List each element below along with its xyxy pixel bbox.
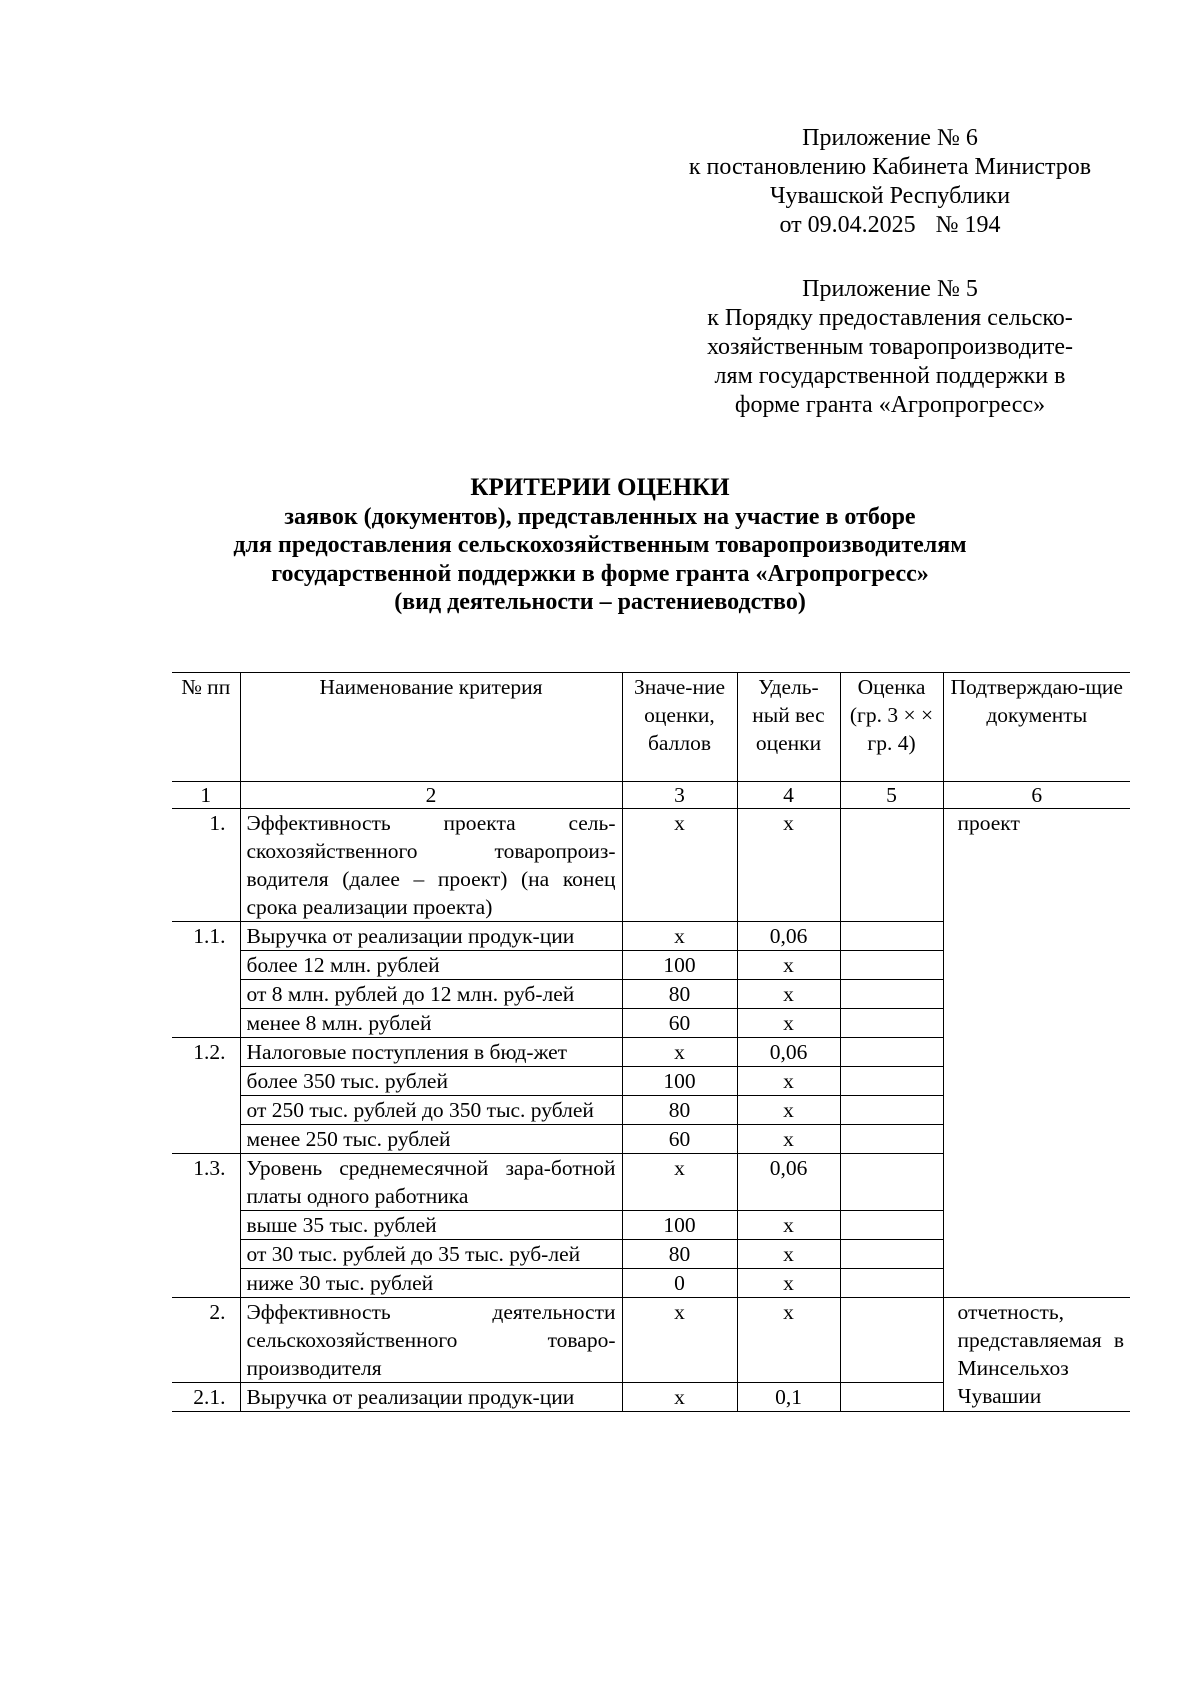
criterion-value: х: [622, 809, 737, 922]
header-score: Оценка (гр. 3 × × гр. 4): [840, 673, 943, 782]
criterion-score: [840, 1269, 943, 1298]
criterion-weight: х: [737, 1298, 840, 1383]
annex-5-line1: Приложение № 5: [802, 276, 978, 302]
criterion-value: 100: [622, 951, 737, 980]
row-number: 1.: [172, 809, 240, 922]
column-number: 5: [840, 782, 943, 809]
criterion-weight: х: [737, 1009, 840, 1038]
criterion-weight: 0,1: [737, 1383, 840, 1412]
annex-6-date-number: [660, 211, 1120, 240]
table-row: [172, 809, 1130, 922]
criterion-weight: х: [737, 1211, 840, 1240]
criterion-value: х: [622, 1038, 737, 1067]
header-number: № пп: [172, 673, 240, 782]
annex-6-date: от 09.04.2025: [779, 212, 916, 238]
criterion-score: [840, 1009, 943, 1038]
criterion-score: [840, 951, 943, 980]
criterion-name: Эффективность проекта сель-скохозяйственного товаропроиз-водителя (далее – проект) (на конец срока реализации проекта): [240, 809, 622, 922]
criterion-value: х: [622, 1383, 737, 1412]
criterion-score: [840, 1298, 943, 1383]
column-number: 3: [622, 782, 737, 809]
criterion-name: ниже 30 тыс. рублей: [240, 1269, 622, 1298]
criteria-table: [172, 672, 1130, 1412]
criterion-value: 80: [622, 1240, 737, 1269]
supporting-documents: проект: [943, 809, 1130, 1298]
criterion-score: [840, 1096, 943, 1125]
row-number: 1.1.: [172, 922, 240, 1038]
criterion-value: 60: [622, 1009, 737, 1038]
title-line4: государственной поддержки в форме гранта «Агропрогресс»: [271, 560, 929, 587]
column-number: 1: [172, 782, 240, 809]
row-number: 1.3.: [172, 1154, 240, 1298]
criterion-score: [840, 1240, 943, 1269]
column-number: 2: [240, 782, 622, 809]
criterion-score: [840, 1154, 943, 1211]
criterion-weight: 0,06: [737, 1038, 840, 1067]
column-number: 4: [737, 782, 840, 809]
annex-6-line2: к постановлению Кабинета Министров: [688, 154, 1092, 180]
criterion-value: 60: [622, 1125, 737, 1154]
criterion-weight: х: [737, 1096, 840, 1125]
criterion-name: от 250 тыс. рублей до 350 тыс. рублей: [240, 1096, 622, 1125]
criterion-weight: х: [737, 1067, 840, 1096]
criterion-value: х: [622, 1154, 737, 1211]
criterion-name: Налоговые поступления в бюд-жет: [240, 1038, 622, 1067]
annex-5-line3: хозяйственным товаропроизводите-: [706, 334, 1074, 360]
header-value: Значе-ние оценки, баллов: [622, 673, 737, 782]
annex-6-line1: Приложение № 6: [802, 125, 978, 151]
header-criterion-name: Наименование критерия: [240, 673, 622, 782]
document-title: [0, 474, 1200, 617]
title-line2: заявок (документов), представленных на участие в отборе: [284, 503, 916, 530]
criterion-name: Выручка от реализации продук-ции: [240, 1383, 622, 1412]
annex-5-line5: форме гранта «Агропрогресс»: [734, 392, 1046, 418]
criterion-score: [840, 1125, 943, 1154]
annex-6-number: № 194: [935, 212, 1001, 238]
annex-5-line4: лям государственной поддержки в: [714, 363, 1066, 389]
annex-5-header: [660, 275, 1120, 420]
row-number: 2.: [172, 1298, 240, 1383]
row-number: 2.1.: [172, 1383, 240, 1412]
criterion-name: выше 35 тыс. рублей: [240, 1211, 622, 1240]
criterion-value: 80: [622, 1096, 737, 1125]
criterion-score: [840, 1067, 943, 1096]
criterion-weight: х: [737, 1269, 840, 1298]
header-weight: Удель-ный вес оценки: [737, 673, 840, 782]
annex-6-header: [660, 124, 1120, 240]
criterion-weight: х: [737, 951, 840, 980]
supporting-documents: отчетность, представляемая в Минсельхоз Чувашии: [943, 1298, 1130, 1412]
table-header-row: [172, 673, 1130, 782]
criterion-name: менее 8 млн. рублей: [240, 1009, 622, 1038]
annex-5-line2: к Порядку предоставления сельско-: [707, 305, 1073, 331]
criterion-value: х: [622, 922, 737, 951]
table-row: [172, 1298, 1130, 1383]
criterion-weight: 0,06: [737, 1154, 840, 1211]
criterion-name: Эффективность деятельности сельскохозяйственного товаро-производителя: [240, 1298, 622, 1383]
criterion-score: [840, 980, 943, 1009]
criterion-value: 100: [622, 1067, 737, 1096]
criterion-score: [840, 809, 943, 922]
column-number: 6: [943, 782, 1130, 809]
criterion-value: 80: [622, 980, 737, 1009]
criterion-value: х: [622, 1298, 737, 1383]
annex-6-line3: Чувашской Республики: [769, 183, 1011, 209]
criterion-score: [840, 1383, 943, 1412]
criterion-score: [840, 1211, 943, 1240]
criterion-name: Уровень среднемесячной зара-ботной платы одного работника: [240, 1154, 622, 1211]
criterion-weight: х: [737, 1125, 840, 1154]
title-line3: для предоставления сельскохозяйственным товаропроизводителям: [233, 532, 967, 558]
criterion-name: Выручка от реализации продук-ции: [240, 922, 622, 951]
criterion-score: [840, 922, 943, 951]
title-line5: (вид деятельности – растениеводство): [394, 589, 806, 615]
title-line1: КРИТЕРИИ ОЦЕНКИ: [470, 474, 730, 501]
criterion-value: 0: [622, 1269, 737, 1298]
criterion-name: от 30 тыс. рублей до 35 тыс. руб-лей: [240, 1240, 622, 1269]
criterion-weight: х: [737, 809, 840, 922]
header-documents: Подтверждаю-щие документы: [943, 673, 1130, 782]
criterion-score: [840, 1038, 943, 1067]
row-number: 1.2.: [172, 1038, 240, 1154]
criterion-name: менее 250 тыс. рублей: [240, 1125, 622, 1154]
criterion-name: от 8 млн. рублей до 12 млн. руб-лей: [240, 980, 622, 1009]
criterion-value: 100: [622, 1211, 737, 1240]
criterion-weight: 0,06: [737, 922, 840, 951]
criterion-weight: х: [737, 1240, 840, 1269]
column-numbers-row: [172, 782, 1130, 809]
criterion-weight: х: [737, 980, 840, 1009]
criterion-name: более 12 млн. рублей: [240, 951, 622, 980]
criterion-name: более 350 тыс. рублей: [240, 1067, 622, 1096]
